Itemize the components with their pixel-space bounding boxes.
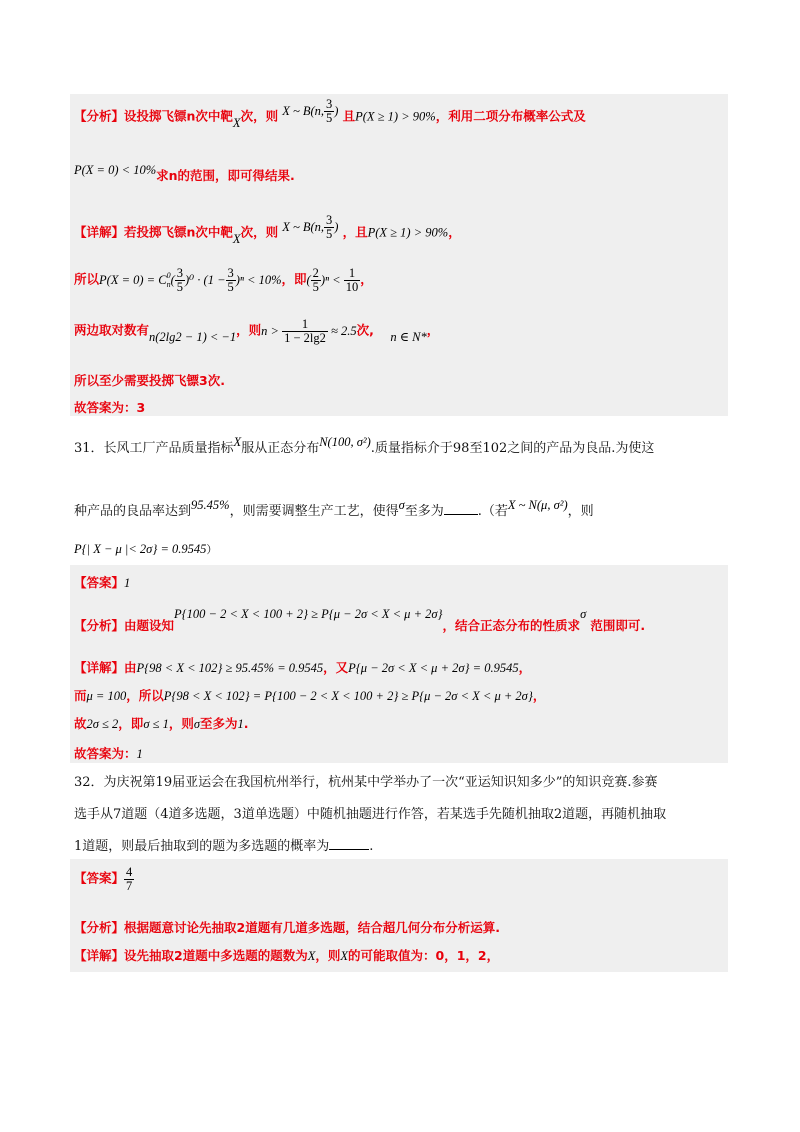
answer-blank bbox=[444, 502, 478, 515]
analysis-line-cont: P(X = 0) < 10%求n的范围，即可得结果. bbox=[74, 163, 295, 183]
detail-32: 【详解】设先抽取2道题中多选题的题数为X，则X的可能取值为：0，1，2， bbox=[74, 948, 500, 963]
answer-32: 【答案】 $\frac{4}{7}$ bbox=[74, 865, 133, 894]
question-31-line-3: P{| X − μ |< 2σ} = 0.9545） bbox=[74, 542, 218, 556]
analysis-31: 【分析】由题设知P{100 − 2 < X < 100 + 2} ≥ P{μ − 2σ < X < μ + 2σ}，结合正态分布的性质求σ 范围即可. bbox=[74, 607, 646, 633]
question-32-line-2: 选手从7道题（4道多选题，3道单选题）中随机抽题进行作答，若某选手先随机抽取2道题，再随机抽取 bbox=[74, 807, 667, 822]
question-31-line-2: 种产品的良品率达到95.45%，则需要调整生产工艺，使得σ至多为 .（若X ~ N(μ, σ²)，则 bbox=[74, 498, 594, 519]
detail-line-4: 所以至少需要投掷飞镖3次. bbox=[74, 373, 225, 388]
detail-line-3: 两边取对数有n(2lg2 − 1) < −1，则n > $\frac{1}{1 - 2\lg 2}$ ≈ 2.5次, n ∈ N*， bbox=[74, 317, 440, 346]
detail-31-line-3: 故2σ ≤ 2，即σ ≤ 1，则σ至多为1. bbox=[74, 716, 249, 731]
detail-tag: 【详解】 bbox=[74, 224, 125, 240]
question-32-line-1: 32．为庆祝第19届亚运会在我国杭州举行，杭州某中学举办了一次“亚运知识知多少”的知识竞赛.参赛 bbox=[74, 775, 658, 790]
question-32-line-3: 1道题，则最后抽取到的题为多选题的概率为 . bbox=[74, 839, 374, 854]
analysis-tag: 【分析】 bbox=[74, 108, 125, 124]
detail-31-line-1: 【详解】由P{98 < X < 102} ≥ 95.45% = 0.9545，又P{μ − 2σ < X < μ + 2σ} = 0.9545， bbox=[74, 660, 532, 675]
detail-line: 【详解】若投掷飞镖n次中靶X次，则 X ~ B(n, $\frac{3}{5}$ ) ，且P(X ≥ 1) > 90%， bbox=[74, 213, 461, 246]
detail-line-2: 所以P(X = 0) = C 0 n ( $\frac{3}{5}$ )⁰ · (1 − $\frac{3}{5}$ )ⁿ < 10%，即( $\frac{2}{5}$ )ⁿ < $\frac{1}{10}$ ， bbox=[74, 266, 373, 295]
solution-block-30 bbox=[70, 94, 728, 416]
analysis-32: 【分析】根据题意讨论先抽取2道题有几道多选题，结合超几何分布分析运算. bbox=[74, 920, 500, 935]
answer-blank bbox=[329, 837, 369, 850]
answer-31: 【答案】1 bbox=[74, 575, 131, 590]
binomial-expr: X ~ B(n, $\frac{3}{5}$ ) bbox=[282, 97, 339, 126]
final-answer-30: 故答案为：3 bbox=[74, 400, 146, 415]
analysis-line: 【分析】设投掷飞镖n次中靶X次，则 X ~ B(n, $\frac{3}{5}$ ) 且P(X ≥ 1) > 90%，利用二项分布概率公式及 bbox=[74, 97, 586, 130]
final-answer-31: 故答案为：1 bbox=[74, 746, 143, 761]
detail-31-line-2: 而μ = 100，所以P{98 < X < 102} = P{100 − 2 < X < 100 + 2} ≥ P{μ − 2σ < X < μ + 2σ}， bbox=[74, 688, 546, 703]
question-31-line-1: 31．长风工厂产品质量指标X服从正态分布N(100, σ²).质量指标介于98至102之间的产品为良品.为使这 bbox=[74, 435, 655, 456]
